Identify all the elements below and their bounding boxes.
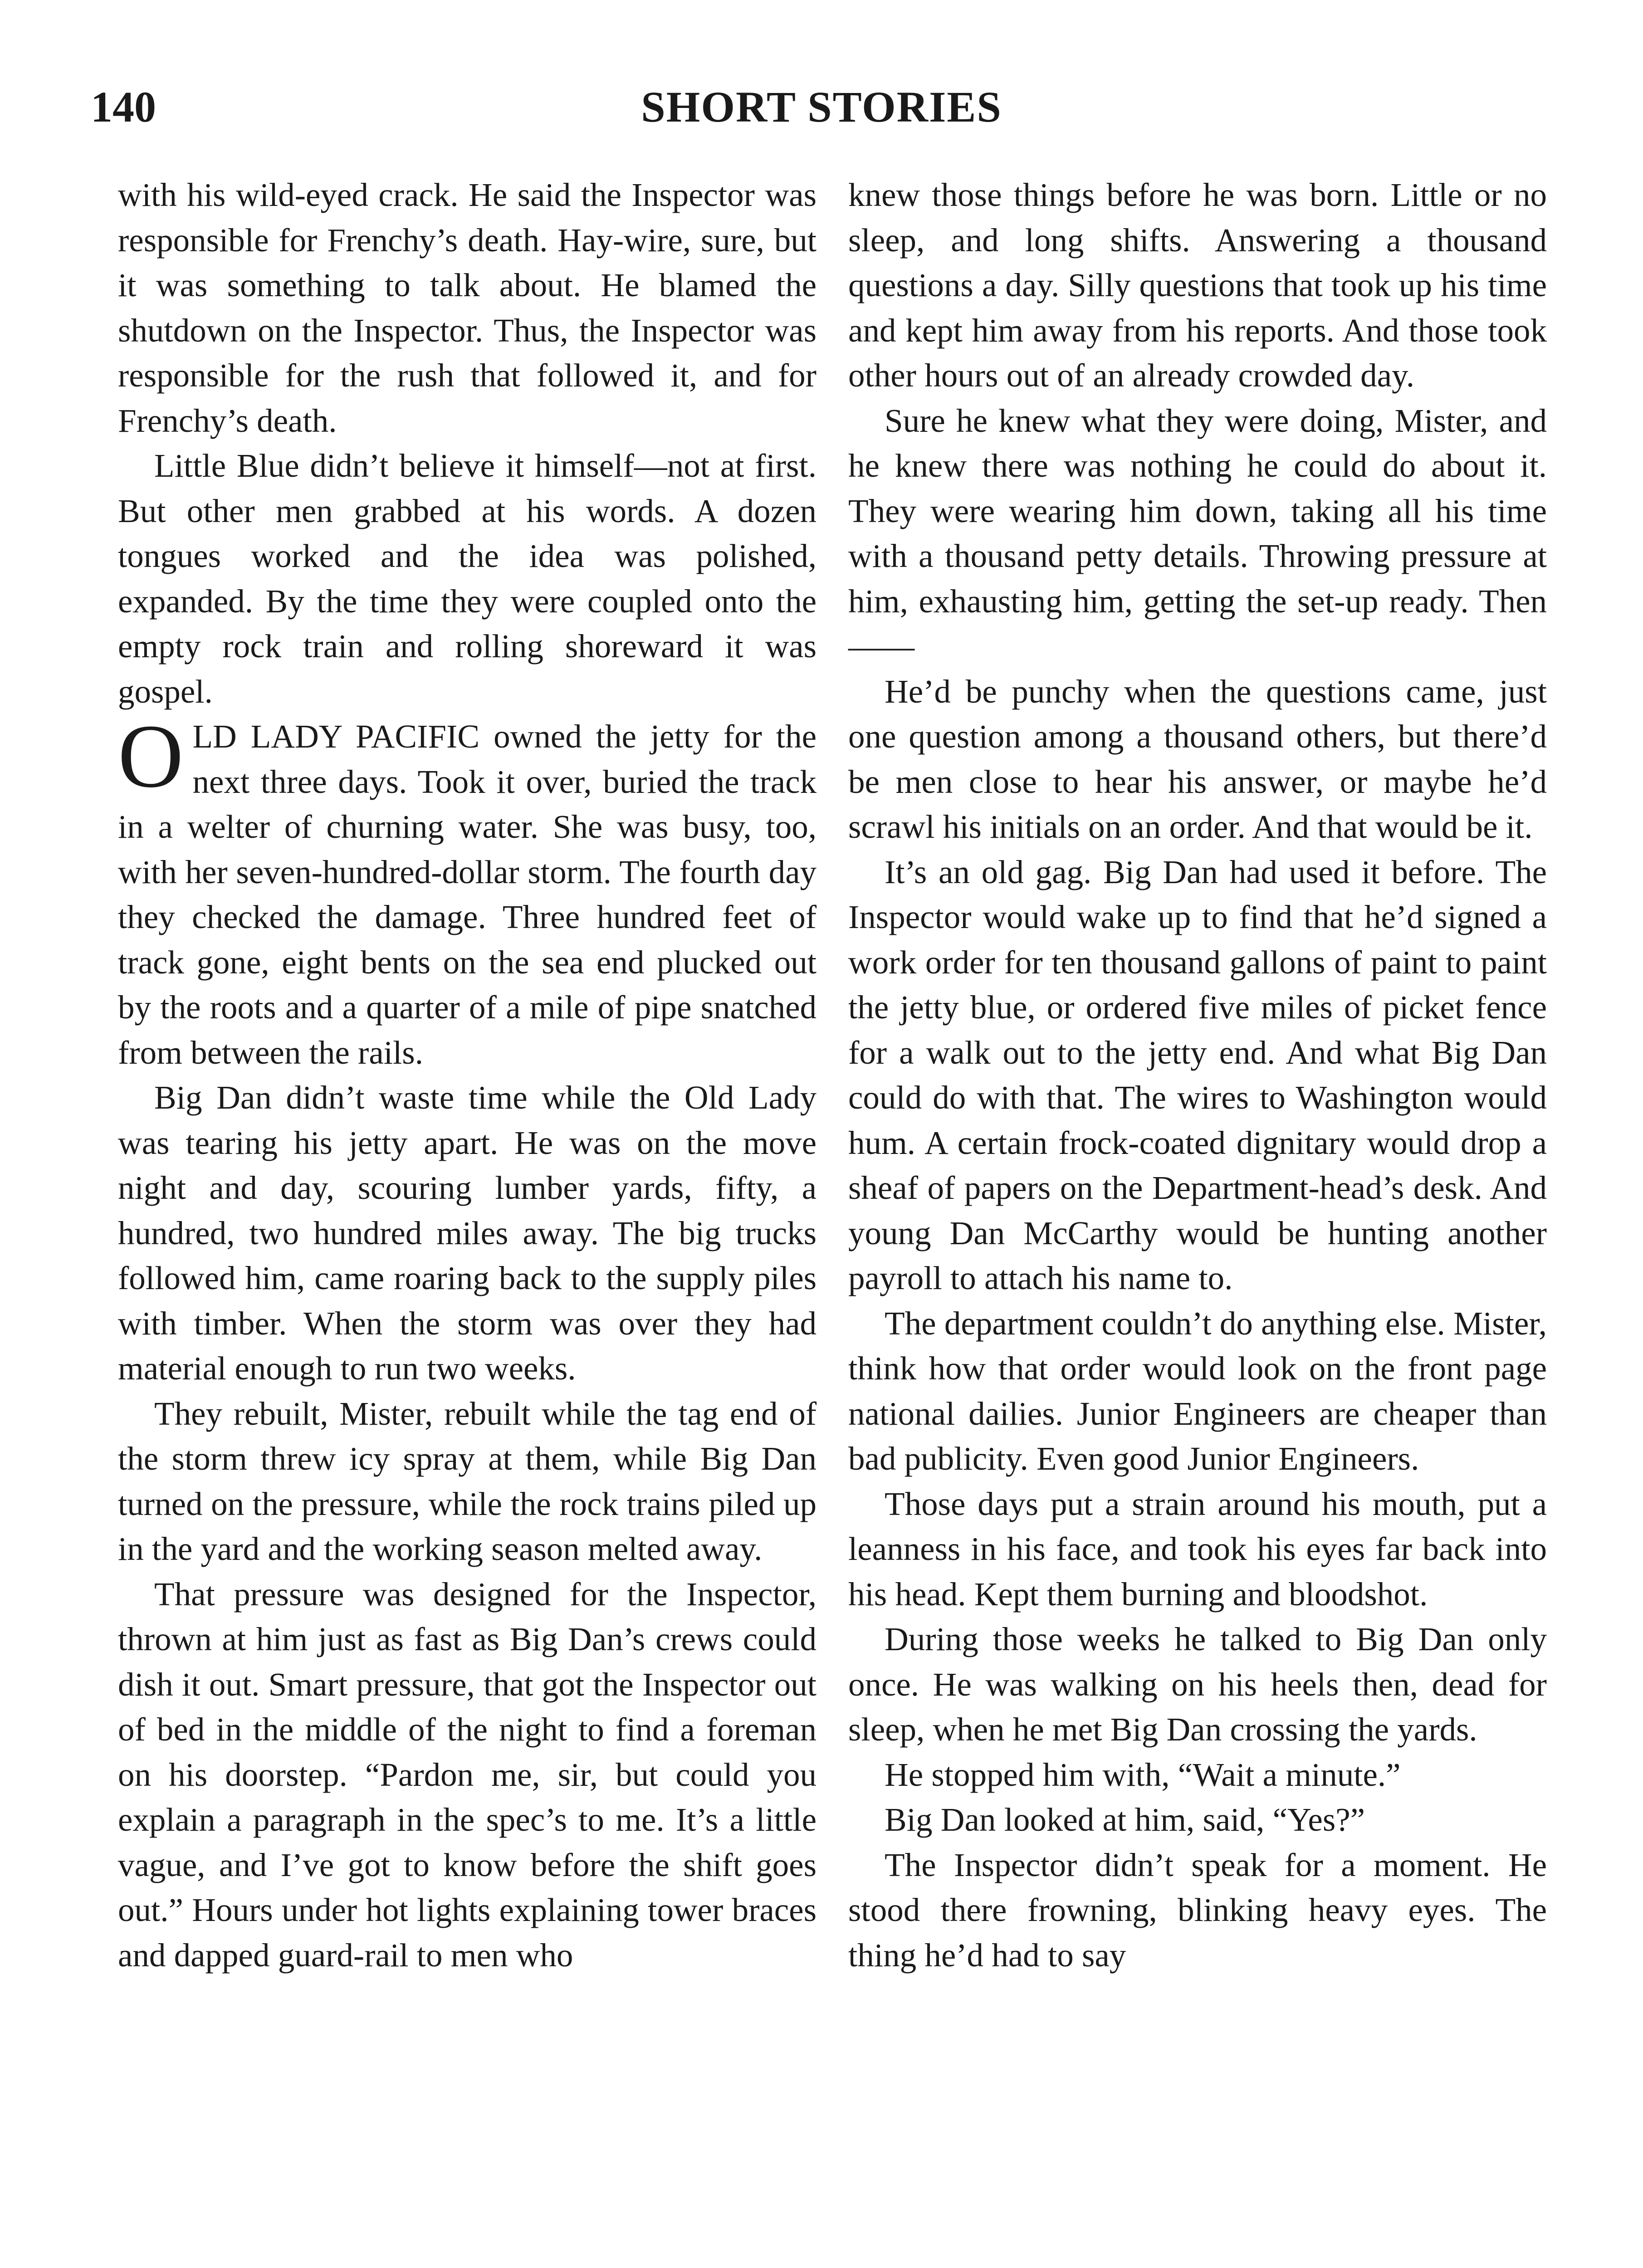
drop-cap: O bbox=[118, 706, 184, 807]
section-opening-paragraph bbox=[118, 706, 817, 1075]
paragraph: with his wild-eyed crack. He said the Inspector was responsible for Frenchy’s death. Hay-wire, sure, but it was something to talk about. He blamed the shutdown on the Inspector. Thus, the Inspector was responsible for the rush that followed it, and for Frenchy’s death. bbox=[118, 176, 817, 439]
right-column bbox=[848, 172, 1547, 1978]
paragraph: Big Dan looked at him, said, “Yes?” bbox=[885, 1801, 1365, 1838]
paragraph: Those days put a strain around his mouth, put a leanness in his face, and took his eyes far back into his head. Kept them burning and bloodshot. bbox=[848, 1485, 1547, 1613]
paragraph: Little Blue didn’t believe it himself—not at first. But other men grabbed at his words. A dozen tongues worked and the idea was polished, expanded. By the time they were coupled onto the empty rock train and rolling shoreward it was gospel. bbox=[118, 447, 817, 710]
paragraph: He’d be punchy when the questions came, just one question among a thousand others, but there’d be men close to hear his answer, or maybe he’d scrawl his initials on an order. And that would be it. bbox=[848, 673, 1547, 845]
paragraph: The Inspector didn’t speak for a moment. He stood there frowning, blinking heavy eyes. The thing he’d had to say bbox=[848, 1846, 1547, 1974]
page-header bbox=[0, 68, 1643, 141]
opening-caps: LD LADY PACIFIC bbox=[192, 718, 480, 755]
paragraph: They rebuilt, Mister, rebuilt while the tag end of the storm threw icy spray at them, while Big Dan turned on the pressure, while the rock trains piled up in the yard and the working season melted away. bbox=[118, 1395, 817, 1567]
paragraph: He stopped him with, “Wait a minute.” bbox=[885, 1756, 1401, 1793]
running-head: SHORT STORIES bbox=[641, 83, 1002, 131]
opening-body: for the next three days. Took it over, buried the track in a welter of churning water. She was busy, too, with her seven-hundred-dollar storm. The fourth day they checked the damage. Three hundred feet of track gone, eight bents on the sea end plucked out by the roots and a quarter of a mile of pipe snatched from between the rails. bbox=[118, 718, 817, 1071]
left-column bbox=[118, 172, 817, 1978]
paragraph: That pressure was designed for the Inspector, thrown at him just as fast as Big Dan’s crews could dish it out. Smart pressure, that got the Inspector out of bed in the middle of the night to find a foreman on his doorstep. “Pardon me, sir, but could you explain a paragraph in the spec’s to me. It’s a little vague, and I’ve got to know before the shift goes out.” Hours under hot lights explaining tower braces and dapped guard-rail to men who bbox=[118, 1575, 817, 1974]
opening-continuation: owned the jetty bbox=[479, 718, 724, 755]
paragraph: Big Dan didn’t waste time while the Old Lady was tearing his jetty apart. He was on the move night and day, scouring lumber yards, fifty, a hundred, two hundred miles away. The big trucks followed him, came roaring back to the supply piles with timber. When the storm was over they had material enough to run two weeks. bbox=[118, 1079, 817, 1387]
paragraph: During those weeks he talked to Big Dan only once. He was walking on his heels then, dead for sleep, when he met Big Dan crossing the yards. bbox=[848, 1621, 1547, 1748]
paragraph: The department couldn’t do anything else. Mister, think how that order would look on the front page national dailies. Junior Engineers are cheaper than bad publicity. Even good Junior Engineers. bbox=[848, 1305, 1547, 1477]
page-number: 140 bbox=[91, 83, 156, 131]
paragraph: It’s an old gag. Big Dan had used it before. The Inspector would wake up to find that he’d signed a work order for ten thousand gallons of paint to paint the jetty blue, or ordered five miles of picket fence for a walk out to the jetty end. And what Big Dan could do with that. The wires to Washington would hum. A certain frock-coated dignitary would drop a sheaf of papers on the Department-head’s desk. And young Dan McCarthy would be hunting another payroll to attach his name to. bbox=[848, 853, 1547, 1296]
paragraph: knew those things before he was born. Little or no sleep, and long shifts. Answering a thousand questions a day. Silly questions that took up his time and kept him away from his reports. And those took other hours out of an already crowded day. bbox=[848, 176, 1547, 394]
paragraph: Sure he knew what they were doing, Mister, and he knew there was nothing he could do about it. They were wearing him down, taking all his time with a thousand petty details. Throwing pressure at him, exhausting him, getting the set-up ready. Then—— bbox=[848, 402, 1547, 665]
